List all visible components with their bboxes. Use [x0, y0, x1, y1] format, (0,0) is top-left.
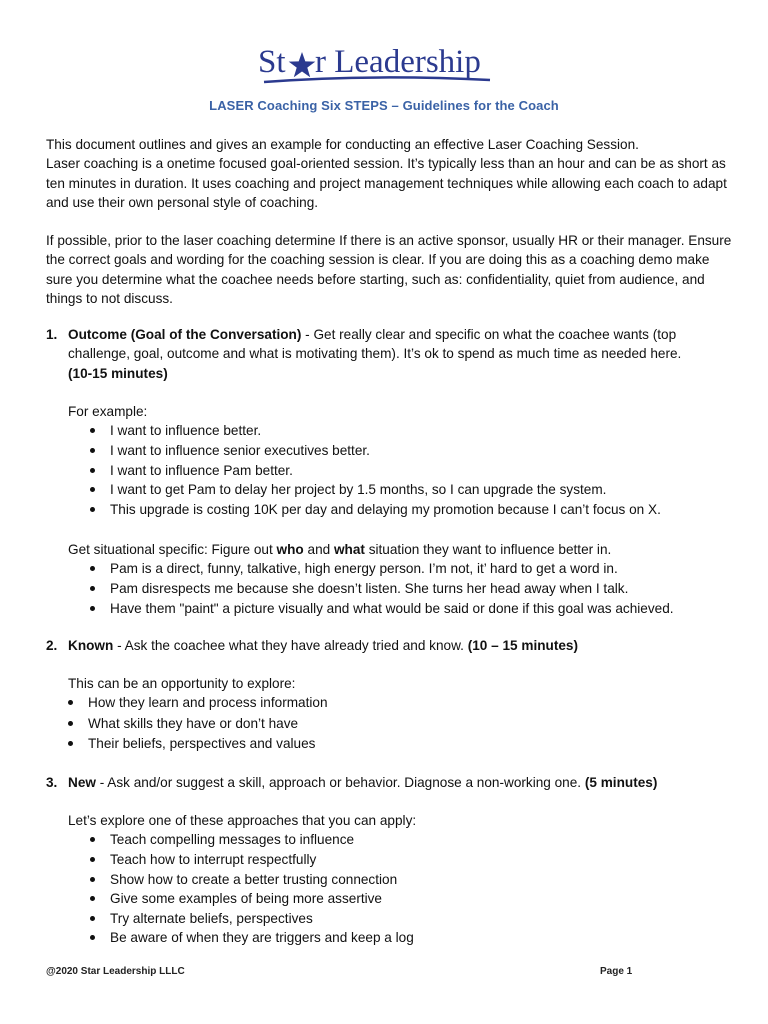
step-2-lead: This can be an opportunity to explore:	[68, 676, 296, 691]
step-3-heading: New	[68, 775, 96, 790]
situational-item: Pam is a direct, funny, talkative, high energy person. I’m not, it’ hard to get a word in.	[88, 559, 728, 579]
situational-text: Get situational specific: Figure out who and what situation they want to influence better in.	[68, 542, 612, 557]
step-1-time: (10-15 minutes)	[68, 365, 168, 381]
explore-item: Their beliefs, perspectives and values	[66, 734, 728, 754]
step-1	[46, 325, 736, 383]
approach-item: Show how to create a better trusting connection	[88, 870, 728, 890]
step-2-number: 2.	[46, 638, 58, 653]
logo-text-start: St	[258, 44, 286, 80]
logo-text-end: r Leadership	[315, 44, 481, 80]
example-label: For example:	[68, 404, 148, 419]
explore-item: How they learn and process information	[66, 693, 728, 713]
example-item: I want to get Pam to delay her project by 1.5 months, so I can upgrade the system.	[88, 480, 728, 500]
footer-copyright: @2020 Star Leadership LLLC	[46, 966, 185, 977]
approach-item: Be aware of when they are triggers and keep a log	[88, 928, 728, 948]
approach-item: Give some examples of being more assertive	[88, 889, 728, 909]
step-1-heading: Outcome (Goal of the Conversation)	[68, 327, 302, 342]
example-item: I want to influence senior executives better.	[88, 441, 728, 461]
step-1-examples	[68, 402, 728, 519]
step-3-text: - Ask and/or suggest a skill, approach or behavior. Diagnose a non-working one.	[95, 775, 585, 790]
star-icon	[289, 52, 316, 77]
example-item: I want to influence better.	[88, 421, 728, 441]
approach-item: Try alternate beliefs, perspectives	[88, 909, 728, 929]
document-title: LASER Coaching Six STEPS – Guidelines for the Coach	[209, 98, 559, 113]
step-2-text: - Ask the coachee what they have already tried and know.	[113, 638, 468, 653]
approach-item: Teach compelling messages to influence	[88, 830, 728, 850]
prep-paragraph	[46, 231, 736, 309]
approach-item: Teach how to interrupt respectfully	[88, 850, 728, 870]
step-3-lead: Let’s explore one of these approaches that you can apply:	[68, 813, 417, 828]
footer-page-number: Page 1	[600, 966, 633, 977]
intro-line-2: Laser coaching is a onetime focused goal-oriented session. It’s typically less than an hour and can be as short as ten minutes in duration. It uses coaching and project management techniques while allowing each coach to adapt and use their own personal style of coaching.	[46, 156, 727, 211]
step-1-number: 1.	[46, 327, 58, 342]
step-3	[46, 773, 736, 792]
situational-item: Pam disrespects me because she doesn’t listen. She turns her head away when I talk.	[88, 579, 728, 599]
situational-item: Have them "paint" a picture visually and what would be said or done if this goal was achieved.	[88, 599, 728, 619]
step-3-time: (5 minutes)	[584, 775, 658, 790]
example-item: I want to influence Pam better.	[88, 461, 728, 481]
step-3-number: 3.	[46, 775, 58, 790]
step-2-time: (10 – 15 minutes)	[467, 638, 579, 653]
step-2-list	[68, 674, 728, 755]
step-1-situational	[68, 540, 728, 618]
star-leadership-logo	[250, 40, 520, 92]
intro-line-1: This document outlines and gives an example for conducting an effective Laser Coaching Session.	[46, 137, 639, 152]
step-1-text: - Get really clear and specific on what the coachee wants (top challenge, goal, outcome and what is motivating them). It’s ok to spend as much time as needed here.	[68, 327, 682, 362]
step-2-heading: Known	[68, 638, 114, 653]
intro-paragraph	[46, 135, 736, 213]
explore-item: What skills they have or don’t have	[66, 714, 728, 734]
step-3-list	[68, 811, 728, 948]
step-2	[46, 636, 736, 655]
example-item: This upgrade is costing 10K per day and delaying my promotion because I can’t focus on X.	[88, 500, 728, 520]
prep-text: If possible, prior to the laser coaching determine If there is an active sponsor, usually HR or their manager. Ensure the correct goals and wording for the coaching session is clear. If you are doing this as a coaching demo make sure you determine what the coachee needs before starting, such as: confidentiality, quiet from audience, and things to not discuss.	[46, 233, 732, 307]
